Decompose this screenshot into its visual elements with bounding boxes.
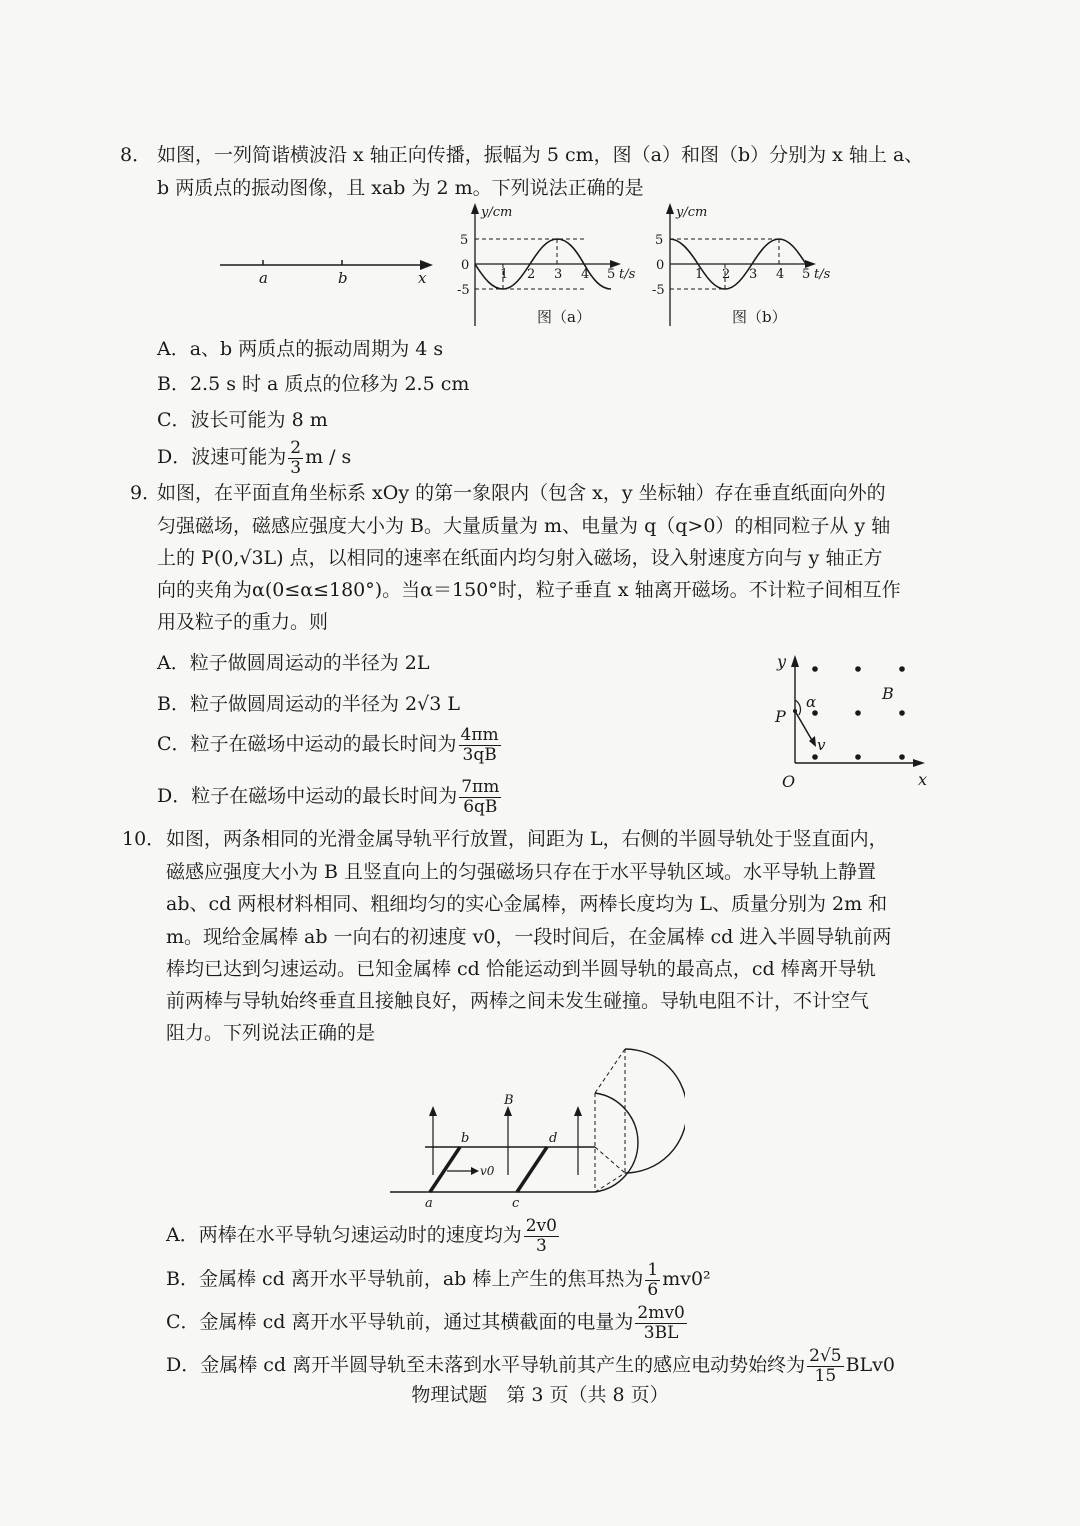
q10-near-semicircle (595, 1093, 638, 1192)
q8-option-c: C．波长可能为 8 m (157, 409, 328, 431)
q10-option-d-text: D．金属棒 cd 离开半圆导轨至未落到水平导轨前其产生的感应电动势始终为 (166, 1354, 806, 1376)
q9-d-numerator: 7πm (461, 776, 500, 797)
q8-number: 8． (120, 144, 152, 166)
q10-option-b (166, 1257, 711, 1301)
graph-a-ytick-neg5: -5 (457, 283, 470, 298)
graph-a (455, 200, 650, 335)
q10-option-b-expr: mv0² (662, 1268, 711, 1290)
q10-option-c-fraction (635, 1304, 686, 1343)
q8-x-axis-figure (215, 245, 440, 290)
q9-figure (765, 645, 945, 795)
q10-option-a-fraction (524, 1217, 559, 1256)
graph-a-xtick-4: 4 (581, 267, 590, 282)
q10-stem-line3: ab、cd 两根材料相同、粗细均匀的实心金属棒，两棒长度均为 L、质量分别为 2m 和 (166, 893, 888, 915)
graph-a-xtick-2: 2 (527, 267, 536, 282)
q8-option-a: A．a、b 两质点的振动周期为 4 s (157, 338, 444, 360)
q9-y-label: y (777, 652, 787, 671)
q9-alpha-label: α (806, 693, 817, 711)
graph-b-ytick-5: 5 (655, 233, 664, 248)
q9-x-label: x (918, 770, 928, 789)
graph-a-xlabel: t/s (619, 267, 636, 282)
q9-option-c-fraction (459, 726, 501, 765)
q9-point-p-label: P (775, 707, 786, 726)
q8-option-d (157, 437, 351, 478)
q9-stem-line3: 上的 P(0,√3L) 点，以相同的速率在纸面内均匀射入磁场，设入射速度方向与 y 轴正方 (157, 547, 883, 569)
graph-a-y-arrow (471, 203, 479, 214)
q10-stem-line6: 前两棒与导轨始终垂直且接触良好，两棒之间未发生碰撞。导轨电阻不计，不计空气 (166, 990, 870, 1012)
q10-c-denominator: 3BL (643, 1322, 679, 1343)
graph-b-ytick-0: 0 (656, 258, 665, 273)
q10-label-d: d (549, 1131, 558, 1146)
q9-option-c (157, 722, 503, 766)
graph-b-xtick-5: 5 (802, 267, 811, 282)
graph-a-caption: 图（a） (537, 308, 591, 326)
q10-b-numerator: 1 (647, 1259, 659, 1280)
q9-option-c-text: C．粒子在磁场中运动的最长时间为 (157, 733, 457, 755)
q10-number: 10． (122, 828, 166, 850)
page-footer: 物理试题 第 3 页（共 8 页） (411, 1384, 669, 1406)
q9-velocity-arrow (795, 711, 813, 742)
graph-b (650, 200, 845, 335)
graph-a-ytick-0: 0 (461, 258, 470, 273)
q10-d-numerator: 2√5 (809, 1345, 842, 1366)
q9-field-dots (812, 666, 905, 760)
q9-c-numerator: 4πm (460, 724, 499, 745)
q10-option-c (166, 1300, 689, 1344)
q10-b-denominator: 6 (647, 1279, 659, 1300)
q9-stem-line4: 向的夹角为α(0≤α≤180°)。当α＝150°时，粒子垂直 x 轴离开磁场。不计粒子间相互作 (157, 579, 901, 601)
q9-stem-line5: 用及粒子的重力。则 (157, 611, 329, 633)
q10-a-numerator: 2v0 (525, 1215, 557, 1236)
q10-a-denominator: 3 (535, 1235, 547, 1256)
q10-stem-line5: 棒均已达到匀速运动。已知金属棒 cd 恰能运动到半圆导轨的最高点，cd 棒离开导轨 (166, 958, 876, 980)
q10-option-b-fraction (645, 1261, 660, 1300)
q9-x-arrow (913, 759, 925, 767)
q9-option-a: A．粒子做圆周运动的半径为 2L (157, 652, 430, 674)
q10-stem-line2: 磁感应强度大小为 B 且竖直向上的匀强磁场只存在于水平导轨区域。水平导轨上静置 (166, 861, 877, 883)
q10-option-a (166, 1213, 561, 1257)
q10-v0-label: v0 (480, 1164, 495, 1178)
q10-rod-ab (430, 1147, 460, 1192)
q10-d-denominator: 15 (814, 1365, 837, 1386)
q9-stem-line1: 如图，在平面直角坐标系 xOy 的第一象限内（包含 x，y 坐标轴）存在垂直纸面向外的 (157, 482, 886, 504)
graph-a-xtick-3: 3 (554, 267, 563, 282)
q8-option-b: B．2.5 s 时 a 质点的位移为 2.5 cm (157, 373, 470, 395)
q9-origin-label: O (782, 772, 796, 791)
q9-stem-line2: 匀强磁场，磁感应强度大小为 B。大量质量为 m、电量为 q（q>0）的相同粒子从 y 轴 (157, 515, 891, 537)
graph-a-xtick-5: 5 (607, 267, 616, 282)
q10-b-field-arrows (429, 1106, 582, 1175)
q8-d-numerator: 2 (290, 437, 302, 458)
q9-v-label: v (817, 736, 826, 754)
q8-option-d-unit: m / s (305, 446, 352, 468)
graph-a-ylabel: y/cm (481, 205, 513, 220)
q10-stem-line1: 如图，两条相同的光滑金属导轨平行放置，间距为 L，右侧的半圆导轨处于竖直面内， (166, 828, 888, 850)
q9-b-label: B (882, 684, 894, 703)
graph-b-xtick-2: 2 (722, 267, 731, 282)
graph-b-ytick-neg5: -5 (652, 283, 665, 298)
graph-b-xtick-4: 4 (776, 267, 785, 282)
q9-d-denominator: 6qB (463, 796, 498, 817)
q10-label-a: a (425, 1196, 433, 1211)
x-axis-label: x (418, 269, 427, 287)
q8-d-denominator: 3 (290, 457, 302, 478)
q10-figure (385, 1040, 685, 1215)
graph-b-xtick-3: 3 (749, 267, 758, 282)
graph-b-xlabel: t/s (814, 267, 831, 282)
q10-b-label: B (504, 1093, 514, 1108)
q9-option-d-text: D．粒子在磁场中运动的最长时间为 (157, 785, 458, 807)
q9-number: 9． (130, 482, 162, 504)
graph-a-xtick-1: 1 (500, 267, 509, 282)
q10-rod-cd (517, 1147, 547, 1192)
q8-option-d-text: D．波速可能为 (157, 446, 287, 468)
q8-stem-line2: b 两质点的振动图像，且 xab 为 2 m。下列说法正确的是 (157, 177, 644, 199)
q10-c-numerator: 2mv0 (637, 1302, 685, 1323)
q10-label-b: b (461, 1131, 470, 1146)
q10-stem-line7: 阻力。下列说法正确的是 (166, 1022, 376, 1044)
point-a-label: a (259, 269, 268, 287)
q9-option-b: B．粒子做圆周运动的半径为 2√3 L (157, 693, 460, 715)
q9-c-denominator: 3qB (462, 744, 497, 765)
q10-stem-line4: m。现给金属棒 ab 一向右的初速度 v0，一段时间后，在金属棒 cd 进入半圆导轨前两 (166, 926, 892, 948)
q10-option-d-expr: BLv0 (845, 1354, 895, 1376)
q9-y-arrow (791, 655, 799, 667)
q8-stem-line1: 如图，一列简谐横波沿 x 轴正向传播，振幅为 5 cm，图（a）和图（b）分别为 x 轴上 a、 (157, 144, 924, 166)
q9-option-d (157, 774, 503, 818)
graph-a-ytick-5: 5 (460, 233, 469, 248)
graph-b-caption: 图（b） (732, 308, 787, 326)
q10-option-c-text: C．金属棒 cd 离开水平导轨前，通过其横截面的电量为 (166, 1311, 634, 1333)
q10-option-b-text: B．金属棒 cd 离开水平导轨前，ab 棒上产生的焦耳热为 (166, 1268, 644, 1290)
point-b-label: b (338, 269, 348, 287)
graph-b-y-arrow (666, 203, 674, 214)
q10-label-c: c (512, 1196, 520, 1211)
graph-b-xtick-1: 1 (695, 267, 704, 282)
q10-far-semicircle (625, 1049, 685, 1173)
q8-option-d-fraction (288, 439, 303, 478)
graph-b-ylabel: y/cm (676, 205, 708, 220)
q9-option-d-fraction (459, 778, 501, 817)
q10-option-a-text: A．两棒在水平导轨匀速运动时的速度均为 (166, 1224, 522, 1246)
